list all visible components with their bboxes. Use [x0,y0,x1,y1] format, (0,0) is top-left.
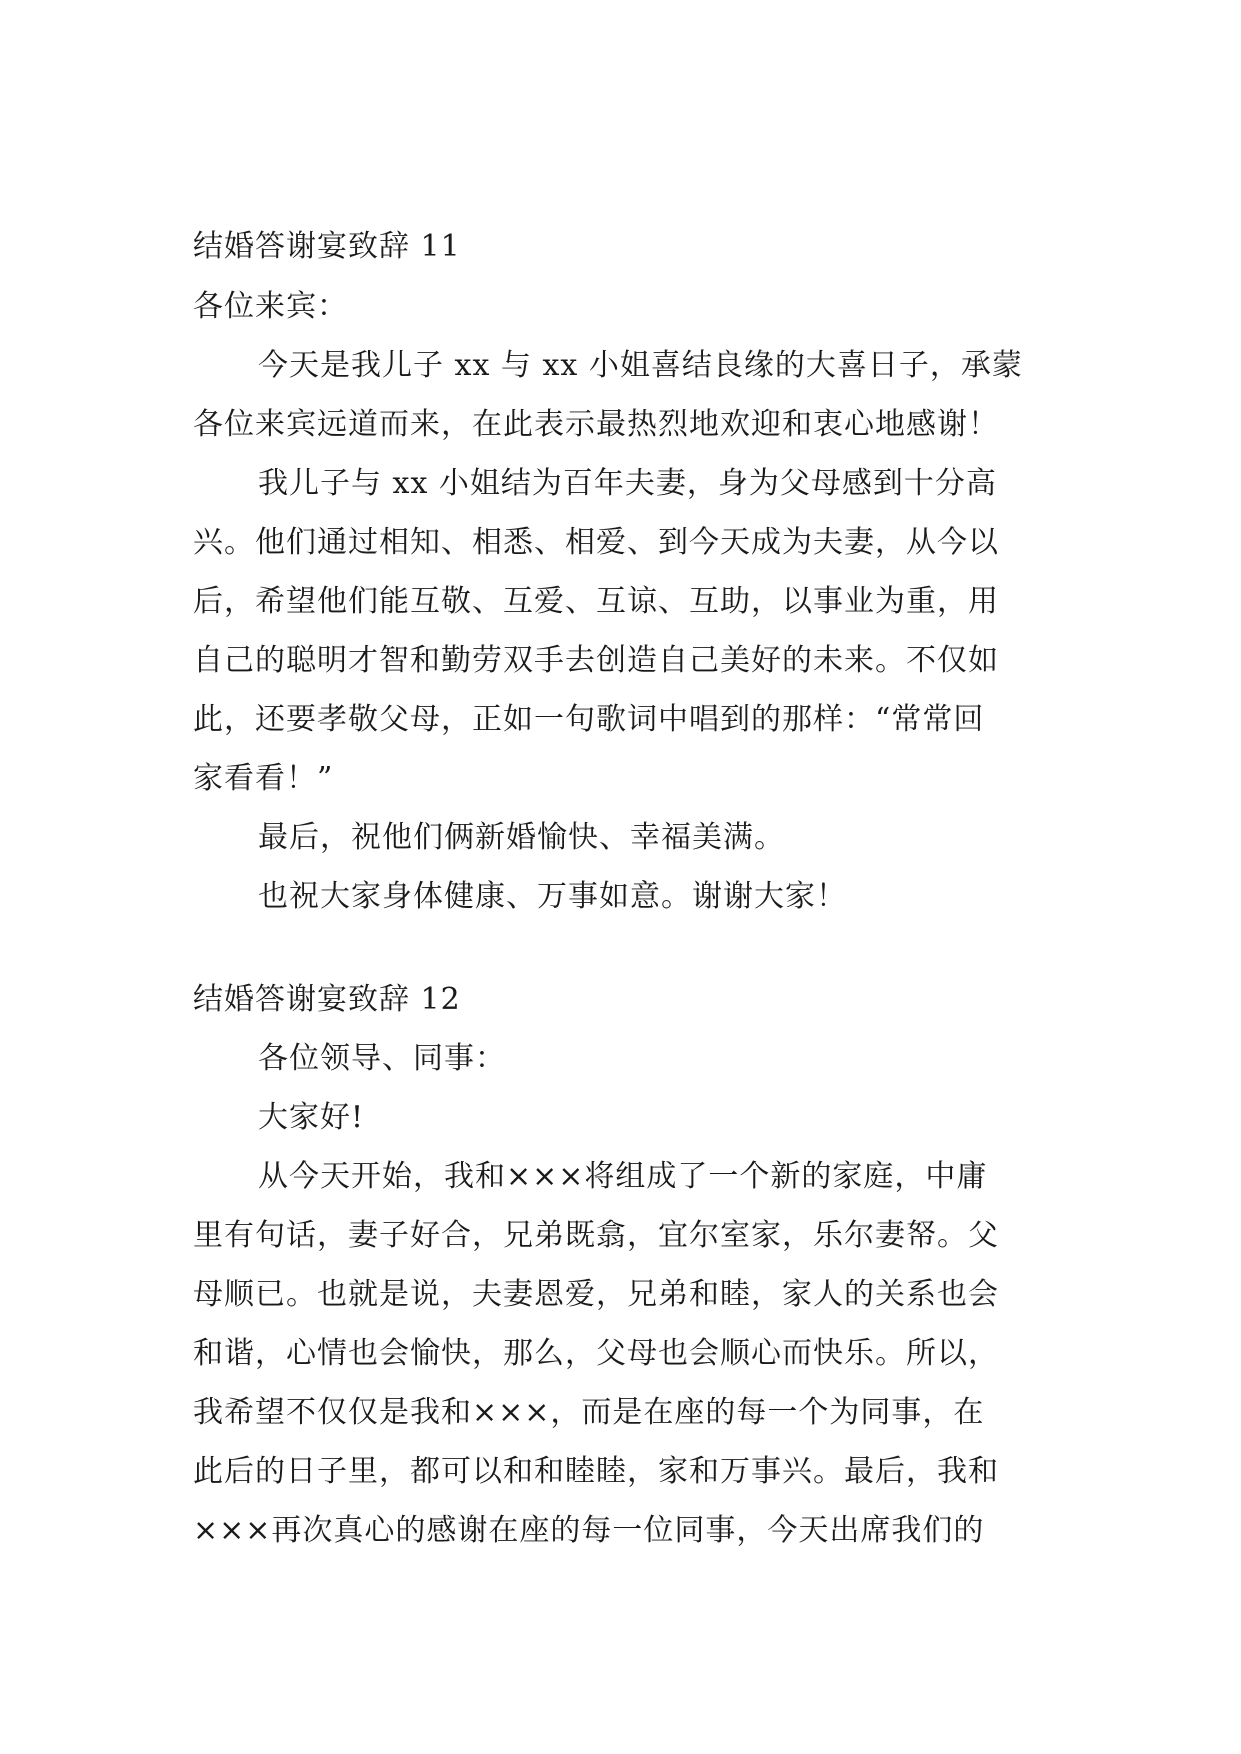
paragraph-line: 此，还要孝敬父母，正如一句歌词中唱到的那样：“常常回 [193,702,985,737]
paragraph-line: 母顺已。也就是说，夫妻恩爱，兄弟和睦，家人的关系也会 [193,1277,999,1312]
paragraph-line: 后，希望他们能互敬、互爱、互谅、互助，以事业为重，用 [193,584,999,619]
paragraph-line: 自己的聪明才智和勤劳双手去创造自己美好的未来。不仅如 [193,643,999,678]
salutation: 各位来宾： [193,289,348,324]
paragraph-line: 里有句话，妻子好合，兄弟既翕，宜尔室家，乐尔妻帑。父 [193,1218,999,1253]
paragraph-line: 从今天开始，我和×××将组成了一个新的家庭，中庸 [258,1159,988,1194]
section-title: 结婚答谢宴致辞 11 [193,229,461,264]
paragraph-line: 我希望不仅仅是我和×××，而是在座的每一个为同事，在 [193,1395,985,1430]
paragraph-line: 最后，祝他们俩新婚愉快、幸福美满。 [258,820,785,855]
paragraph-line: ×××再次真心的感谢在座的每一位同事，今天出席我们的 [193,1513,985,1548]
paragraph-line: 此后的日子里，都可以和和睦睦，家和万事兴。最后，我和 [193,1454,999,1489]
paragraph-line: 兴。他们通过相知、相悉、相爱、到今天成为夫妻，从今以 [193,525,999,560]
greeting: 大家好! [258,1100,365,1135]
paragraph-line: 各位来宾远道而来，在此表示最热烈地欢迎和衷心地感谢！ [193,407,999,442]
paragraph-line: 也祝大家身体健康、万事如意。谢谢大家！ [258,879,847,914]
paragraph-line: 我儿子与 xx 小姐结为百年夫妻，身为父母感到十分高 [258,466,997,501]
paragraph-line: 家看看！” [193,761,334,796]
section-title: 结婚答谢宴致辞 12 [193,982,461,1017]
salutation: 各位领导、同事： [258,1041,506,1076]
paragraph-line: 和谐，心情也会愉快，那么，父母也会顺心而快乐。所以， [193,1336,999,1371]
paragraph-line: 今天是我儿子 xx 与 xx 小姐喜结良缘的大喜日子，承蒙 [258,348,1023,383]
